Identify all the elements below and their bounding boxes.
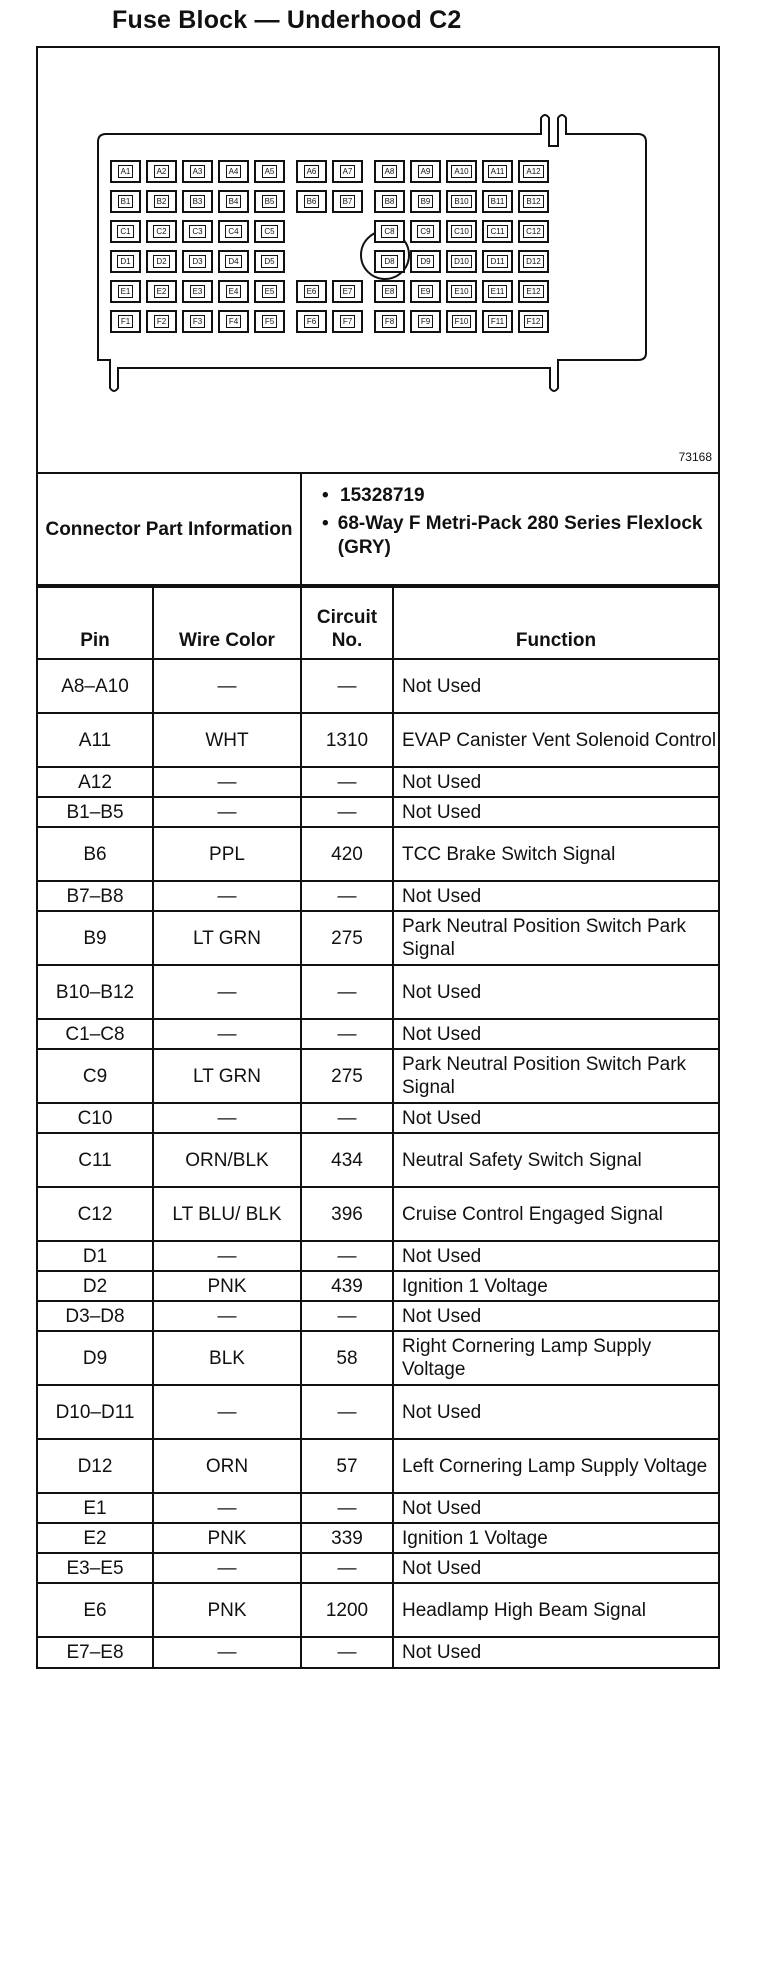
- cell-pin: C11: [38, 1133, 153, 1187]
- cell-wire-color: —: [153, 1553, 301, 1583]
- pin-cavity: [332, 280, 363, 303]
- pin-cavity-label: F9: [418, 315, 433, 328]
- pin-cavity-label: E6: [304, 285, 320, 298]
- pin-cavity: [374, 220, 405, 243]
- pin-cavity-label: F2: [154, 315, 169, 328]
- cell-pin: D9: [38, 1331, 153, 1385]
- pin-cavity: [182, 190, 213, 213]
- pin-cavity-label: E7: [340, 285, 356, 298]
- table-row: [38, 1583, 718, 1637]
- pin-cavity: [518, 250, 549, 273]
- pin-cavity: [296, 190, 327, 213]
- pin-cavity: [146, 160, 177, 183]
- cell-pin: C1–C8: [38, 1019, 153, 1049]
- pin-cavity-label: A7: [340, 165, 356, 178]
- pin-cavity: [332, 160, 363, 183]
- cell-circuit: —: [301, 1103, 393, 1133]
- cell-function: Right Cornering Lamp Supply Voltage: [393, 1331, 718, 1385]
- cell-function: Ignition 1 Voltage: [393, 1523, 718, 1553]
- cell-circuit: —: [301, 1385, 393, 1439]
- pin-cavity: [518, 220, 549, 243]
- cell-pin: B6: [38, 827, 153, 881]
- pin-cavity: [182, 250, 213, 273]
- cell-circuit: —: [301, 1301, 393, 1331]
- table-row: [38, 1493, 718, 1523]
- cell-function: Park Neutral Position Switch Park Signal: [393, 1049, 718, 1103]
- cell-pin: E2: [38, 1523, 153, 1553]
- cell-wire-color: ORN: [153, 1439, 301, 1493]
- pin-cavity: [146, 250, 177, 273]
- pin-cavity-label: D10: [451, 255, 472, 268]
- pin-cavity-label: A11: [488, 165, 508, 178]
- pin-cavity: [446, 220, 477, 243]
- cell-circuit: 1310: [301, 713, 393, 767]
- pin-cavity: [374, 250, 405, 273]
- pin-cavity-label: A12: [523, 165, 543, 178]
- pin-cavity-label: E11: [488, 285, 508, 298]
- cell-circuit: —: [301, 797, 393, 827]
- pin-cavity: [146, 220, 177, 243]
- cell-function: EVAP Canister Vent Solenoid Control: [393, 713, 718, 767]
- pin-cavity: [254, 310, 285, 333]
- pin-cavity-label: D12: [523, 255, 544, 268]
- pin-cavity-label: F11: [488, 315, 507, 328]
- cell-wire-color: ORN/BLK: [153, 1133, 301, 1187]
- pin-cavity: [182, 160, 213, 183]
- pin-cavity-label: B1: [118, 195, 134, 208]
- pin-cavity-label: B2: [154, 195, 170, 208]
- pin-cavity-label: D2: [153, 255, 169, 268]
- pin-cavity: [518, 310, 549, 333]
- pin-cavity: [374, 160, 405, 183]
- cell-wire-color: BLK: [153, 1331, 301, 1385]
- cell-wire-color: —: [153, 1493, 301, 1523]
- table-row: [38, 1271, 718, 1301]
- pin-cavity-label: C4: [225, 225, 241, 238]
- col-header-pin: Pin: [38, 587, 153, 659]
- cell-pin: E1: [38, 1493, 153, 1523]
- figure-number: 73168: [678, 450, 712, 464]
- pin-cavity-label: B5: [262, 195, 278, 208]
- cell-circuit: —: [301, 1241, 393, 1271]
- pin-cavity: [482, 220, 513, 243]
- cell-function: Not Used: [393, 1301, 718, 1331]
- cell-wire-color: PNK: [153, 1583, 301, 1637]
- pin-cavity: [410, 250, 441, 273]
- table-row: [38, 965, 718, 1019]
- cell-wire-color: LT GRN: [153, 911, 301, 965]
- pin-cavity-label: B3: [190, 195, 206, 208]
- table-header-row: [38, 587, 718, 659]
- pin-cavity: [410, 190, 441, 213]
- pin-cavity: [482, 160, 513, 183]
- pin-cavity-label: B7: [340, 195, 356, 208]
- cell-pin: B10–B12: [38, 965, 153, 1019]
- pin-cavity: [482, 280, 513, 303]
- table-row: [38, 1301, 718, 1331]
- pin-cavity: [296, 310, 327, 333]
- pin-cavity-label: E1: [118, 285, 134, 298]
- pin-cavity-label: B6: [304, 195, 320, 208]
- cell-pin: A12: [38, 767, 153, 797]
- table-row: [38, 659, 718, 713]
- table-row: [38, 767, 718, 797]
- cell-pin: D10–D11: [38, 1385, 153, 1439]
- cell-circuit: 275: [301, 911, 393, 965]
- pin-cavity-label: A2: [154, 165, 170, 178]
- cell-circuit: 58: [301, 1331, 393, 1385]
- col-header-wire-color: Wire Color: [153, 587, 301, 659]
- pin-cavity: [410, 280, 441, 303]
- pin-cavity-label: A4: [226, 165, 242, 178]
- pin-cavity: [410, 310, 441, 333]
- pin-cavity-label: F12: [524, 315, 544, 328]
- cell-circuit: 420: [301, 827, 393, 881]
- cell-function: Not Used: [393, 1553, 718, 1583]
- cell-wire-color: —: [153, 1301, 301, 1331]
- table-row: [38, 713, 718, 767]
- cell-pin: A8–A10: [38, 659, 153, 713]
- cell-circuit: —: [301, 965, 393, 1019]
- table-row: [38, 1241, 718, 1271]
- pin-cavity-label: E12: [523, 285, 543, 298]
- pin-cavity: [374, 310, 405, 333]
- pin-cavity: [254, 280, 285, 303]
- cell-pin: D1: [38, 1241, 153, 1271]
- connector-part-info: [38, 474, 718, 586]
- cell-pin: E7–E8: [38, 1637, 153, 1667]
- pin-cavity-label: F6: [304, 315, 319, 328]
- cell-wire-color: —: [153, 881, 301, 911]
- table-row: [38, 1103, 718, 1133]
- pin-cavity: [110, 280, 141, 303]
- pin-cavity: [446, 250, 477, 273]
- pin-cavity: [110, 220, 141, 243]
- cell-function: Not Used: [393, 1637, 718, 1667]
- cell-function: Neutral Safety Switch Signal: [393, 1133, 718, 1187]
- pin-cavity: [146, 310, 177, 333]
- pin-cavity-label: F4: [226, 315, 241, 328]
- cell-pin: C12: [38, 1187, 153, 1241]
- cell-function: Park Neutral Position Switch Park Signal: [393, 911, 718, 965]
- cell-wire-color: LT GRN: [153, 1049, 301, 1103]
- cell-circuit: —: [301, 881, 393, 911]
- pin-cavity-label: E2: [154, 285, 170, 298]
- part-number: 15328719: [340, 485, 425, 506]
- cell-wire-color: WHT: [153, 713, 301, 767]
- pin-cavity: [482, 310, 513, 333]
- table-row: [38, 1523, 718, 1553]
- table-row: [38, 797, 718, 827]
- table-row: [38, 1385, 718, 1439]
- pin-cavity: [110, 160, 141, 183]
- pin-cavity: [410, 160, 441, 183]
- pin-cavity: [182, 310, 213, 333]
- cell-function: TCC Brake Switch Signal: [393, 827, 718, 881]
- pin-cavity: [110, 190, 141, 213]
- col-header-circuit: Circuit No.: [301, 587, 393, 659]
- cell-function: Not Used: [393, 659, 718, 713]
- pin-cavity: [218, 220, 249, 243]
- pin-cavity: [332, 190, 363, 213]
- cell-wire-color: PPL: [153, 827, 301, 881]
- pin-cavity-label: F7: [340, 315, 355, 328]
- cell-function: Not Used: [393, 881, 718, 911]
- pin-cavity-label: C9: [417, 225, 433, 238]
- cell-pin: B7–B8: [38, 881, 153, 911]
- cell-function: Not Used: [393, 1241, 718, 1271]
- pin-cavity: [218, 190, 249, 213]
- pin-cavity-label: B8: [382, 195, 398, 208]
- pin-cavity-label: D3: [189, 255, 205, 268]
- pin-cavity-label: C10: [451, 225, 472, 238]
- pin-cavity: [296, 280, 327, 303]
- table-row: [38, 911, 718, 965]
- col-header-function: Function: [393, 587, 718, 659]
- pin-cavity: [110, 250, 141, 273]
- table-row: [38, 1331, 718, 1385]
- pin-cavity: [446, 190, 477, 213]
- pin-cavity: [446, 310, 477, 333]
- cell-function: Headlamp High Beam Signal: [393, 1583, 718, 1637]
- pin-cavity-label: E10: [451, 285, 471, 298]
- pin-cavity-label: A6: [304, 165, 320, 178]
- pin-cavity-label: C2: [153, 225, 169, 238]
- pin-cavity: [482, 190, 513, 213]
- cell-function: Left Cornering Lamp Supply Voltage: [393, 1439, 718, 1493]
- connector-table-frame: [36, 46, 720, 1669]
- pin-cavity-label: A8: [382, 165, 398, 178]
- pin-cavity-label: B11: [488, 195, 508, 208]
- cell-circuit: 339: [301, 1523, 393, 1553]
- cell-wire-color: —: [153, 1241, 301, 1271]
- pin-cavity-label: E3: [190, 285, 206, 298]
- cell-function: Not Used: [393, 767, 718, 797]
- pin-cavity: [518, 190, 549, 213]
- cell-wire-color: —: [153, 1103, 301, 1133]
- cell-circuit: —: [301, 1019, 393, 1049]
- pin-cavity-label: C3: [189, 225, 205, 238]
- pin-cavity-label: C1: [117, 225, 133, 238]
- cell-pin: A11: [38, 713, 153, 767]
- cell-pin: D2: [38, 1271, 153, 1301]
- cell-pin: C10: [38, 1103, 153, 1133]
- cell-circuit: 396: [301, 1187, 393, 1241]
- pin-cavity: [254, 190, 285, 213]
- cell-pin: B1–B5: [38, 797, 153, 827]
- cell-function: Ignition 1 Voltage: [393, 1271, 718, 1301]
- pin-cavity-label: A1: [118, 165, 134, 178]
- page-title: Fuse Block — Underhood C2: [112, 6, 462, 34]
- pin-cavity-label: F3: [190, 315, 205, 328]
- cell-wire-color: —: [153, 767, 301, 797]
- table-row: [38, 881, 718, 911]
- cell-function: Not Used: [393, 797, 718, 827]
- table-row: [38, 1439, 718, 1493]
- cell-circuit: —: [301, 659, 393, 713]
- pin-cavity: [518, 160, 549, 183]
- pin-cavity: [146, 190, 177, 213]
- cell-circuit: 1200: [301, 1583, 393, 1637]
- connector-info-details: • 15328719 • 68-Way F Metri-Pack 280 Series Flexlock (GRY): [302, 474, 718, 584]
- pin-cavity: [254, 250, 285, 273]
- pin-cavity-label: F10: [452, 315, 472, 328]
- cell-pin: D3–D8: [38, 1301, 153, 1331]
- table-row: [38, 1019, 718, 1049]
- pin-cavity-label: A10: [451, 165, 471, 178]
- cell-wire-color: LT BLU/ BLK: [153, 1187, 301, 1241]
- pin-cavity-label: B12: [523, 195, 543, 208]
- pin-cavity-label: D9: [417, 255, 433, 268]
- cell-circuit: 434: [301, 1133, 393, 1187]
- pin-cavity-label: D4: [225, 255, 241, 268]
- pin-cavity: [218, 280, 249, 303]
- pin-cavity-label: D11: [487, 255, 507, 268]
- pin-cavity: [218, 310, 249, 333]
- pin-cavity: [482, 250, 513, 273]
- pin-cavity: [296, 160, 327, 183]
- pin-cavity-label: E5: [262, 285, 278, 298]
- pin-cavity-label: D8: [381, 255, 397, 268]
- table-row: [38, 1187, 718, 1241]
- cell-wire-color: PNK: [153, 1523, 301, 1553]
- cell-wire-color: —: [153, 1019, 301, 1049]
- table-row: [38, 1133, 718, 1187]
- cell-function: Not Used: [393, 1493, 718, 1523]
- pin-cavity-label: A5: [262, 165, 278, 178]
- cell-pin: C9: [38, 1049, 153, 1103]
- cell-wire-color: PNK: [153, 1271, 301, 1301]
- cell-circuit: —: [301, 1553, 393, 1583]
- pin-cavity-label: F5: [262, 315, 277, 328]
- cell-circuit: 439: [301, 1271, 393, 1301]
- pin-cavity-label: D1: [117, 255, 133, 268]
- cell-pin: E6: [38, 1583, 153, 1637]
- pin-cavity-label: A3: [190, 165, 206, 178]
- pin-cavity-label: E9: [418, 285, 434, 298]
- pin-cavity: [182, 280, 213, 303]
- connector-diagram: [38, 48, 718, 474]
- pin-cavity: [182, 220, 213, 243]
- pin-cavity: [518, 280, 549, 303]
- cell-wire-color: —: [153, 659, 301, 713]
- table-row: [38, 1049, 718, 1103]
- cell-wire-color: —: [153, 965, 301, 1019]
- cell-circuit: —: [301, 1493, 393, 1523]
- connector-description: 68-Way F Metri-Pack 280 Series Flexlock (GRY): [337, 513, 703, 558]
- pin-cavity: [374, 280, 405, 303]
- table-row: [38, 1553, 718, 1583]
- pin-cavity: [218, 250, 249, 273]
- table-row: [38, 1637, 718, 1667]
- cell-function: Not Used: [393, 1019, 718, 1049]
- pin-cavity-label: E8: [382, 285, 398, 298]
- pin-cavity: [446, 160, 477, 183]
- pin-cavity: [110, 310, 141, 333]
- cell-circuit: 57: [301, 1439, 393, 1493]
- pin-cavity: [332, 310, 363, 333]
- cell-function: Not Used: [393, 965, 718, 1019]
- cell-function: Not Used: [393, 1385, 718, 1439]
- pin-cavity: [146, 280, 177, 303]
- cell-pin: B9: [38, 911, 153, 965]
- pin-cavity-label: E4: [226, 285, 242, 298]
- cell-circuit: —: [301, 1637, 393, 1667]
- pinout-table: [38, 586, 718, 1667]
- cell-pin: D12: [38, 1439, 153, 1493]
- pin-cavity-label: C5: [261, 225, 277, 238]
- pin-cavity: [374, 190, 405, 213]
- cell-function: Cruise Control Engaged Signal: [393, 1187, 718, 1241]
- cell-wire-color: —: [153, 797, 301, 827]
- pin-cavity-label: F8: [382, 315, 397, 328]
- pin-cavity-label: F1: [118, 315, 133, 328]
- connector-info-header: Connector Part Information: [38, 474, 302, 584]
- cell-wire-color: —: [153, 1385, 301, 1439]
- pin-cavity: [446, 280, 477, 303]
- pin-cavity-label: A9: [418, 165, 434, 178]
- pin-cavity-label: B9: [418, 195, 434, 208]
- pin-cavity-label: C11: [487, 225, 507, 238]
- pin-cavity-label: D5: [261, 255, 277, 268]
- pin-cavity: [254, 220, 285, 243]
- pin-cavity: [218, 160, 249, 183]
- pin-cavity: [410, 220, 441, 243]
- pin-cavity: [254, 160, 285, 183]
- cell-pin: E3–E5: [38, 1553, 153, 1583]
- cell-circuit: —: [301, 767, 393, 797]
- pin-cavity-label: C8: [381, 225, 397, 238]
- cell-circuit: 275: [301, 1049, 393, 1103]
- table-row: [38, 827, 718, 881]
- pin-cavity-label: B10: [451, 195, 471, 208]
- pin-cavity-label: B4: [226, 195, 242, 208]
- cell-function: Not Used: [393, 1103, 718, 1133]
- pin-cavity-label: C12: [523, 225, 544, 238]
- cell-wire-color: —: [153, 1637, 301, 1667]
